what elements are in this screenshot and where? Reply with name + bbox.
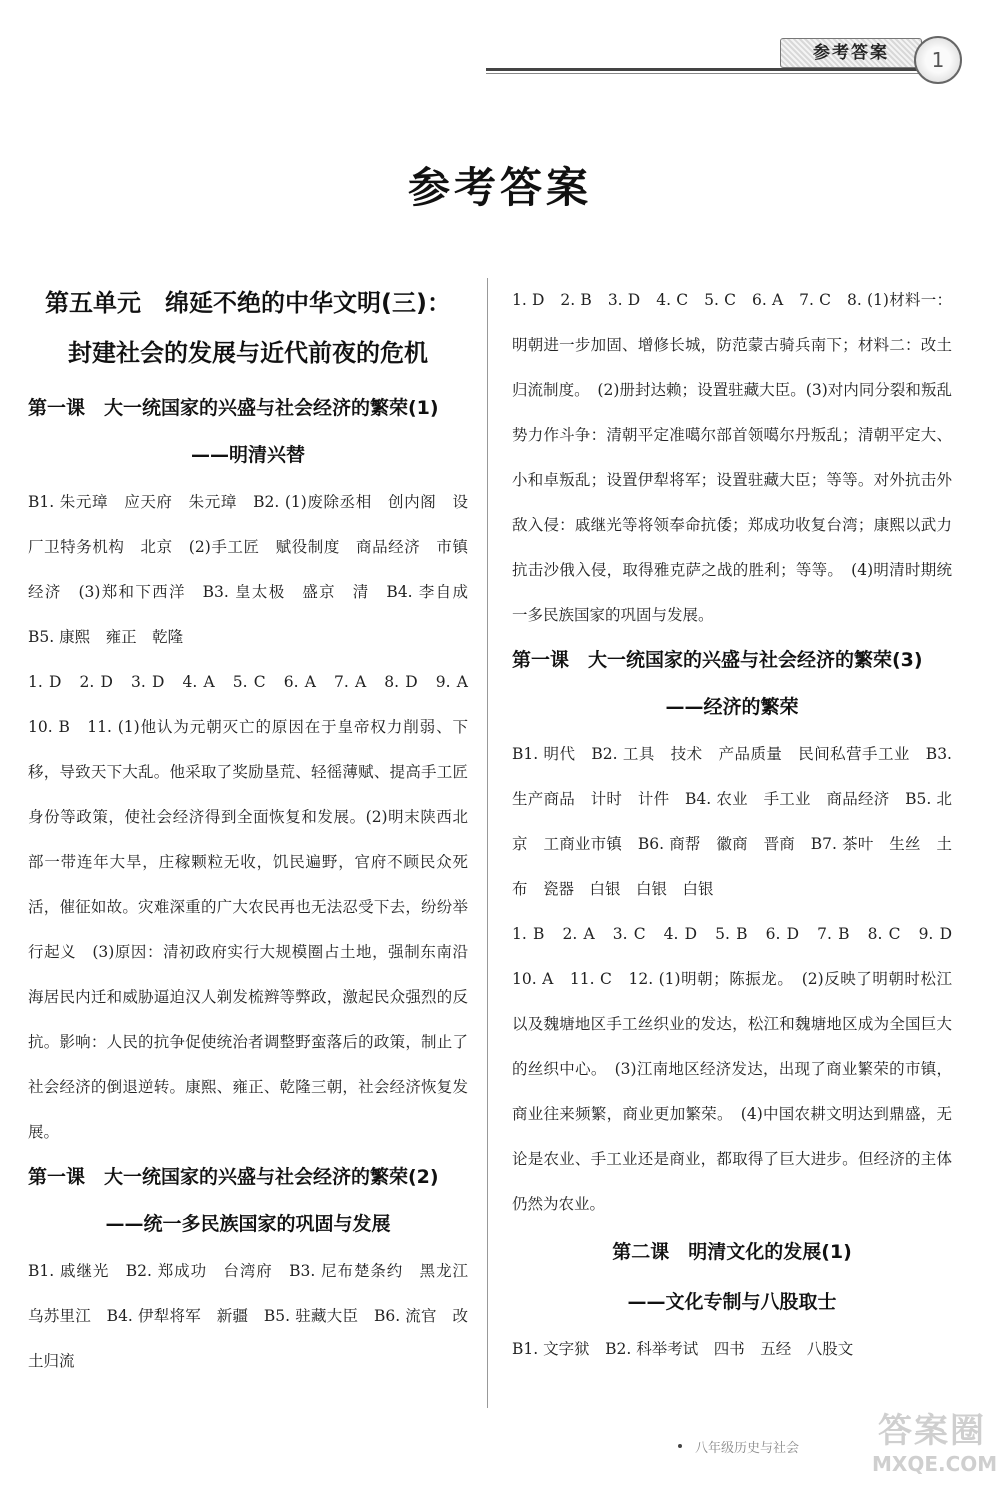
watermark-url: MXQE.COM [872, 1452, 998, 1476]
lesson-subtitle: ——统一多民族国家的巩固与发展 [105, 1213, 391, 1235]
footer-dot [678, 1444, 682, 1448]
header-badge: 参考答案 [780, 38, 922, 68]
answers-basic: B1. 文字狱 B2. 科举考试 四书 五经 八股文 [512, 1340, 854, 1358]
lesson-title: 第一课 大一统国家的兴盛与社会经济的繁荣(3) [512, 649, 923, 671]
page-title: 参考答案 [407, 163, 592, 212]
page-number: 1 [914, 36, 962, 84]
lesson-title: 第一课 大一统国家的兴盛与社会经济的繁荣(2) [28, 1166, 439, 1188]
answers-exercises: 1. D 2. B 3. D 4. C 5. C 6. A 7. C 8. (1)材料一：明朝进一步加固、增修长城，防范蒙古骑兵南下；材料二：改土归流制度。 (2)册封达赖；设置驻藏大臣。(3)对内同分裂和叛乱势力作斗争：清朝平定准噶尔部首领噶尔丹叛乱；清朝平定大、小和卓叛乱；设置伊犁将军；设置驻藏大臣；等等。对外抗击外敌入侵：戚继光等将领奉命抗倭；郑成功收复台湾；康熙以武力抗击沙俄入侵，取得雅克萨之战的胜利；等等。 (4)明清时期统一多民族国家的巩固与发展。 [512, 291, 952, 624]
left-column [28, 278, 484, 1384]
header-rule-thin [486, 73, 926, 74]
watermark [872, 1410, 998, 1486]
answers-basic: B1. 朱元璋 应天府 朱元璋 B2. (1)废除丞相 创内阁 设厂卫特务机构 北京 (2)手工匠 赋役制度 商品经济 市镇经济 (3)郑和下西洋 B3. 皇太极 盛京 清 B4. 李自成 B5. 康熙 雍正 乾隆 [28, 493, 484, 646]
answers-exercises: 1. B 2. A 3. C 4. D 5. B 6. D 7. B 8. C 9. D 10. A 11. C 12. (1)明朝；陈振龙。 (2)反映了明朝时松江以及魏塘地区手工丝织业的发达，松江和魏塘地区成为全国巨大的丝织中心。 (3)江南地区经济发达，出现了商业繁荣的市镇，商业往来频繁，商业更加繁荣。 (4)中国农耕文明达到鼎盛，无论是农业、手工业还是商业，都取得了巨大进步。但经济的主体仍然为农业。 [512, 925, 968, 1213]
watermark-logo: 答案圈 [878, 1411, 986, 1451]
lesson-subtitle: ——明清兴替 [190, 444, 305, 466]
lesson-subtitle: ——经济的繁荣 [665, 696, 799, 718]
right-column [512, 278, 968, 1372]
lesson-title: 第二课 明清文化的发展(1) [612, 1241, 852, 1263]
unit-title-line1: 第五单元 绵延不绝的中华文明(三)： [45, 289, 451, 317]
lesson-subtitle: ——文化专制与八股取士 [627, 1291, 837, 1313]
lesson-title: 第一课 大一统国家的兴盛与社会经济的繁荣(1) [28, 397, 439, 419]
header-rule [486, 68, 926, 71]
unit-title-line2: 封建社会的发展与近代前夜的危机 [68, 339, 428, 367]
column-divider [487, 278, 488, 1408]
answers-basic: B1. 戚继光 B2. 郑成功 台湾府 B3. 尼布楚条约 黑龙江 乌苏里江 B4. 伊犁将军 新疆 B5. 驻藏大臣 B6. 流官 改土归流 [28, 1262, 484, 1370]
answers-exercises: 1. D 2. D 3. D 4. A 5. C 6. A 7. A 8. D 9. A 10. B 11. (1)他认为元朝灭亡的原因在于皇帝权力削弱、下移，导致天下大乱。他采取了奖励垦荒、轻徭薄赋、提高手工匠身份等政策，使社会经济得到全面恢复和发展。(2)明末陕西北部一带连年大旱，庄稼颗粒无收，饥民遍野，官府不顾民众死活，催征如故。灾难深重的广大农民再也无法忍受下去，纷纷举行起义 (3)原因：清初政府实行大规模圈占土地，强制东南沿海居民内迁和威胁逼迫汉人剃发梳辫等弊政，激起民众强烈的反抗。影响：人民的抗争促使统治者调整野蛮落后的政策，制止了社会经济的倒退逆转。康熙、雍正、乾隆三朝，社会经济恢复发展。 [28, 673, 484, 1141]
answers-basic: B1. 明代 B2. 工具 技术 产品质量 民间私营手工业 B3. 生产商品 计时 计件 B4. 农业 手工业 商品经济 B5. 北京 工商业市镇 B6. 商帮 徽商 晋商 B7. 茶叶 生丝 土布 瓷器 白银 白银 白银 [512, 745, 952, 898]
footer-text: 八年级历史与社会 [695, 1441, 800, 1456]
